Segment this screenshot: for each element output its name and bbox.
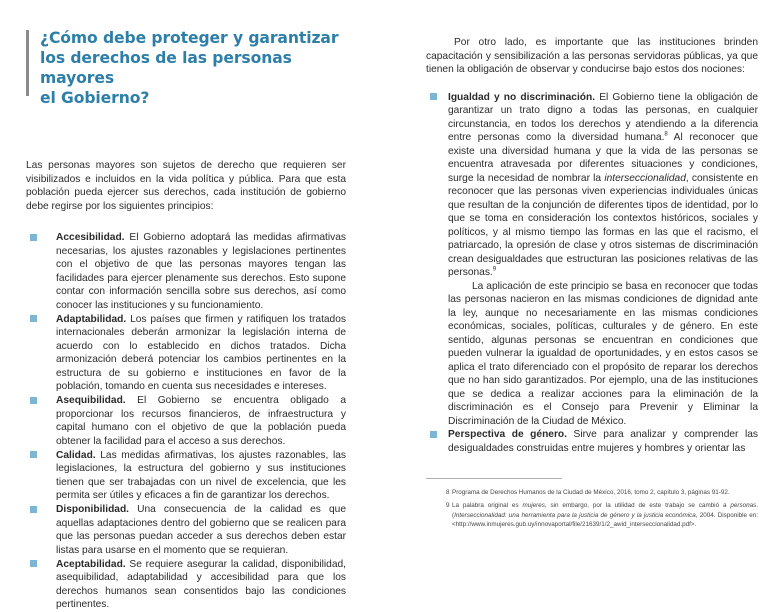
page-title xyxy=(40,28,346,108)
principle-text: Las medidas afirmativas, los ajustes razonables, las legislaciones, la estructura del gobierno y sus instituciones tienen que ser trabajadas con un nivel de excelencia, que les permita ser útiles y eficaces a fin de garantizar los derechos. xyxy=(56,449,346,501)
footnote-text: , 2004. Disponible en: <http://www.inmujeres.gub.uy/innovaportal/file/21639/1/2_awid_interseccionalidad.pdf>. xyxy=(452,511,758,528)
footnote-emphasis: mujeres xyxy=(522,502,545,510)
square-bullet-icon xyxy=(30,506,37,513)
notion-text: Sirve para analizar y comprender las desigualdades construidas entre mujeres y hombres y orientar las xyxy=(448,429,758,454)
square-bullet-icon xyxy=(430,93,437,100)
title-line: el Gobierno? xyxy=(40,89,150,107)
title-line: ¿Cómo debe proteger y garantizar xyxy=(40,29,339,47)
footnote-emphasis: Interseccionalidad: una herramienta para la justicia de género y la justicia económica xyxy=(454,511,696,519)
principle-text: Se requiere asegurar la calidad, disponibilidad, asequibilidad, adaptabilidad y accesibilidad para que los derechos humanos sean consentidos bajo las condiciones pertinentes. xyxy=(56,558,346,610)
principle-term: Aceptabilidad. xyxy=(56,558,126,570)
principle-term: Disponibilidad. xyxy=(56,504,130,515)
notion-text: El Gobierno tiene la obligación de garantizar un trato digno a todas las personas, en cualquier circunstancia, en todos los derechos y atendiendo a la diferencia entre personas como la diversidad humana. xyxy=(448,91,759,143)
right-intro-paragraph: Por otro lado, es importante que las instituciones brinden capacitación y sensibilización a las personas servidoras públicas, ya que tienen la obligación de observar y conducirse bajo estos dos nociones: xyxy=(426,37,758,75)
principle-term: Calidad. xyxy=(56,449,96,461)
notion-emphasis: interseccionalidad xyxy=(604,172,686,184)
principle-term: Accesibilidad. xyxy=(56,232,125,243)
footnote-divider xyxy=(426,478,562,479)
footnote-text: La palabra original es xyxy=(452,502,523,510)
footnote-number: 9 xyxy=(446,502,450,510)
notion-perspectiva-genero xyxy=(426,428,758,455)
principle-term: Asequibilidad. xyxy=(56,395,126,406)
intro-paragraph: Las personas mayores son sujetos de derecho que requieren ser visibilizados e incluidos en la vida política y pública. Para que esta población pueda ejercer sus derechos, cada institución de gobierno debe regirse por los siguientes principios: xyxy=(26,160,346,212)
right-column xyxy=(426,36,758,455)
title-line: los derechos de las personas mayores xyxy=(40,49,292,87)
notion-text: Al reconocer que existe una diversidad humana y que la vida de las personas se encuentra atravesada por diferentes situaciones y condiciones, surge la necesidad de nombrar la xyxy=(448,132,758,184)
footnote-number: 8 xyxy=(446,489,450,496)
principle-text: El Gobierno se encuentra obligado a proporcionar los recursos financieros, de infraestructura y capital humano con el objetivo de que la población pueda obtener la facilidad para el acceso a sus derechos. xyxy=(56,395,346,447)
square-bullet-icon xyxy=(30,234,37,241)
principle-asequibilidad xyxy=(26,394,346,448)
notion-subparagraph: La aplicación de este principio se basa en reconocer que todas las personas nacieron en las mismas condiciones de dignidad ante la ley, aunque no necesariamente en las mismas condiciones económicas, sociales, políticas, culturales y de género. En este sentido, algunas personas se encuentran en condiciones que pueden vulnerar la igualdad de oportunidades, y en estos casos se aplica el trato diferenciado con el propósito de reparar los derechos que no han sido garantizados. Por ejemplo, una de las instituciones que se dedica a realizar acciones para la eliminación de la discriminación es el Consejo para Prevenir y Eliminar la Discriminación de la Ciudad de México. xyxy=(448,280,758,427)
notions-list xyxy=(426,91,758,456)
footnotes xyxy=(426,478,758,533)
square-bullet-icon xyxy=(430,431,437,438)
footnote-emphasis: personas xyxy=(730,502,757,510)
principle-calidad xyxy=(26,449,346,503)
notion-term: Igualdad y no discriminación. xyxy=(448,91,596,103)
square-bullet-icon xyxy=(30,315,37,322)
notion-term: Perspectiva de género. xyxy=(448,429,567,440)
footnote-text: , sin embargo, por la utilidad de este trabajo se cambió a xyxy=(544,502,731,510)
principle-accesibilidad xyxy=(26,231,346,312)
square-bullet-icon xyxy=(30,397,37,404)
square-bullet-icon xyxy=(30,560,37,567)
footnote-text: . ( xyxy=(452,502,758,519)
section-heading xyxy=(26,28,346,108)
footnote-text: Programa de Derechos Humanos de la Ciudad de México, 2016, tomo 2, capítulo 3, páginas 91-92. xyxy=(452,489,730,496)
square-bullet-icon xyxy=(30,451,37,458)
principle-text: El Gobierno adoptará las medidas afirmativas necesarias, los ajustes razonables y legislaciones pertinentes con el objetivo de que las personas mayores tengan las facilidades para ejercer plenamente sus derechos. Esto supone contar con información sencilla sobre sus derechos, así como conocer las instituciones y su funcionamiento. xyxy=(56,232,346,311)
principle-text: Los países que firmen y ratifiquen los tratados internacionales deberán armonizar la legislación interna de acuerdo con lo establecido en dichos tratados. Dicha armonización deberá potenciar los cambios pertinentes en la estructura de su gobierno e instituciones en favor de la población, tomando en cuenta sus necesidades e intereses. xyxy=(56,313,346,392)
principle-term: Adaptabilidad. xyxy=(56,313,127,325)
footnote-ref: 8 xyxy=(664,131,668,138)
footnote-ref: 9 xyxy=(492,266,497,273)
footnote xyxy=(426,488,758,497)
principle-text: Una consecuencia de la calidad es que aquellas adaptaciones dentro del gobierno que se realicen para que las personas puedan acceder a sus derechos deben estar listas para usarse en el momento que se requieran. xyxy=(56,504,346,556)
left-column xyxy=(26,28,346,612)
heading-accent-bar xyxy=(26,30,29,96)
notion-igualdad xyxy=(426,91,758,429)
principle-disponibilidad xyxy=(26,503,346,557)
principle-adaptabilidad xyxy=(26,313,346,394)
footnote xyxy=(426,501,758,529)
notion-text: , consistente en reconocer que las personas viven experiencias individuales únicas que resultan de la conjunción de diferentes tipos de identidad, por lo que se toma en consideración los contextos históricos, sociales y políticos, y al mismo tiempo las formas en las que el racismo, el patriarcado, la opresión de clase y otros sistemas de discriminación crean desigualdades que estructuran las posiciones relativas de las personas. xyxy=(448,172,758,278)
principles-list xyxy=(26,231,346,612)
principle-aceptabilidad xyxy=(26,558,346,612)
